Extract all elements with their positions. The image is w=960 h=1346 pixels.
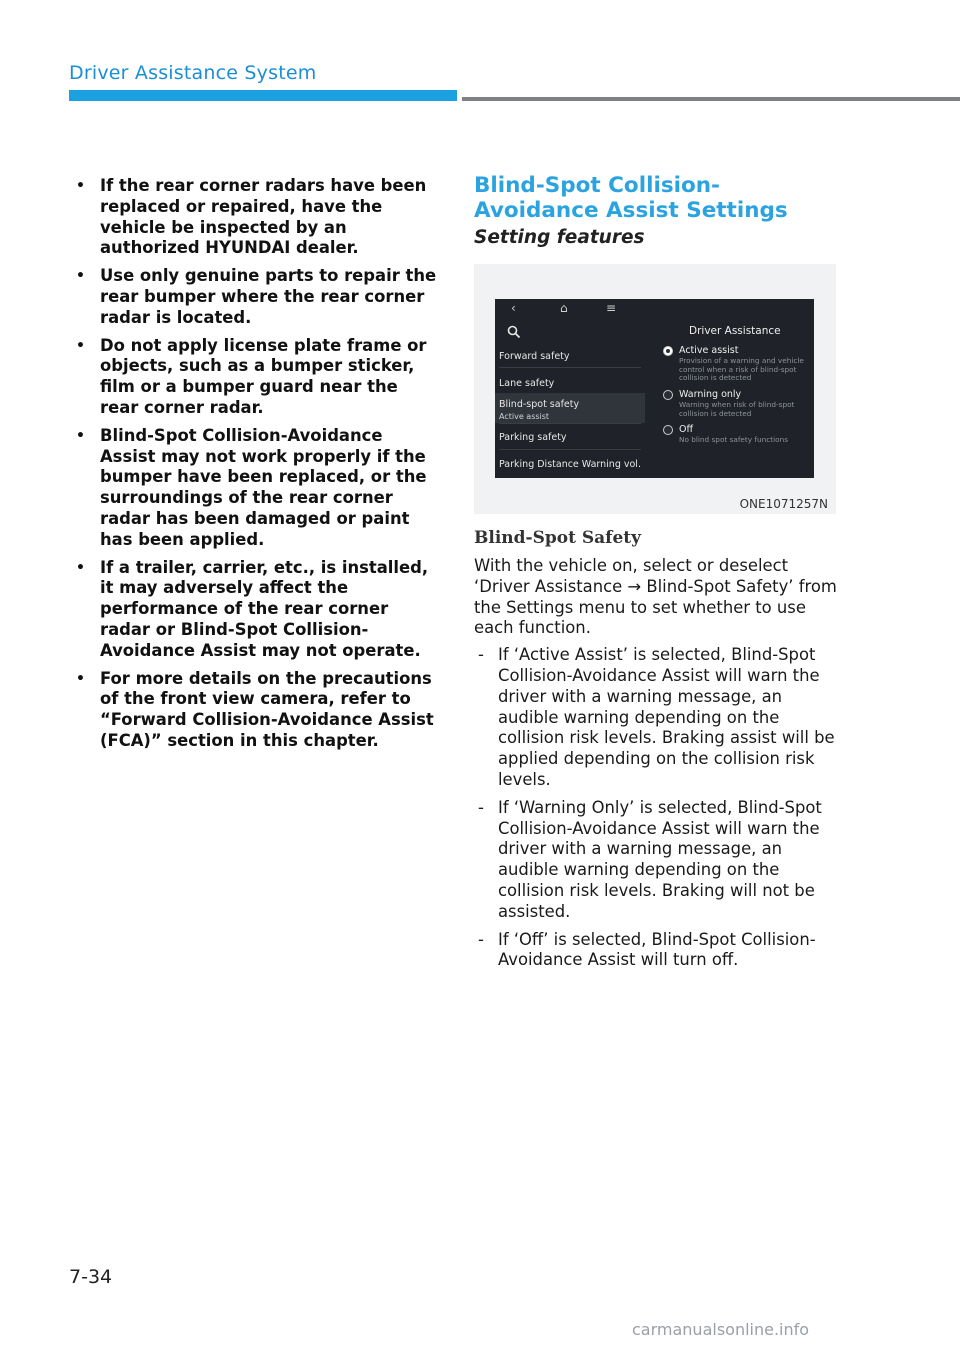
screen-nav-bar	[495, 299, 814, 317]
option-label: Active assist	[679, 345, 739, 356]
settings-figure	[474, 264, 836, 514]
divider	[499, 449, 641, 450]
list-item: • If the rear corner radars have been replaced or repaired, have the vehicle be inspected by an authorized HYUNDAI dealer.	[74, 176, 439, 259]
figure-code: ONE1071257N	[739, 497, 828, 511]
infotainment-screen	[495, 299, 814, 478]
list-item: • Blind-Spot Collision-Avoidance Assist may not work properly if the bumper have been replaced, or the surroundings of the rear corner radar has been damaged or paint has been applied.	[74, 426, 439, 551]
search-icon[interactable]	[507, 325, 521, 339]
blind-spot-safety-heading: Blind-Spot Safety	[474, 528, 642, 548]
menu-item-parking-safety[interactable]: Parking safety	[499, 432, 567, 443]
menu-item-sublabel: Active assist	[499, 412, 550, 421]
blind-spot-options-list	[474, 645, 838, 971]
radio-unselected-icon[interactable]	[663, 390, 673, 400]
running-header: Driver Assistance System	[69, 62, 317, 84]
list-item: • If a trailer, carrier, etc., is installed, it may adversely affect the performance of the rear corner radar or Blind-Spot Collision-Avoidance Assist may not operate.	[74, 558, 439, 662]
list-item: - If ‘Warning Only’ is selected, Blind-Spot Collision-Avoidance Assist will warn the driver with a warning message, an audible warning depending on the collision risk levels. Braking will not be assisted.	[474, 798, 838, 923]
page-number: 7-34	[69, 1266, 113, 1288]
precautions-column	[74, 176, 439, 759]
menu-item-parking-distance-warning[interactable]: Parking Distance Warning vol.	[499, 459, 641, 470]
list-item: - If ‘Off’ is selected, Blind-Spot Collision-Avoidance Assist will turn off.	[474, 930, 838, 972]
back-icon[interactable]: ‹	[511, 301, 516, 315]
list-item: • Use only genuine parts to repair the rear bumper where the rear corner radar is located.	[74, 266, 439, 328]
header-rule-accent	[69, 90, 457, 101]
home-icon[interactable]: ⌂	[560, 301, 568, 315]
watermark: carmanualsonline.info	[632, 1320, 810, 1339]
option-warning-only[interactable]	[663, 389, 813, 419]
divider	[499, 367, 641, 368]
menu-item-lane-safety[interactable]: Lane safety	[499, 378, 555, 389]
section-subtitle: Setting features	[474, 227, 645, 248]
list-item: - If ‘Active Assist’ is selected, Blind-Spot Collision-Avoidance Assist will warn the driver with a warning message, an audible warning depending on the collision risk levels. Braking assist will be applied depending on the collision risk levels.	[474, 645, 838, 791]
radio-selected-icon[interactable]	[663, 346, 673, 356]
option-off[interactable]	[663, 424, 813, 448]
settings-column	[474, 174, 838, 978]
option-description: Provision of a warning and vehicle control when a risk of blind-spot collision is detected	[679, 356, 804, 383]
menu-item-blind-spot-safety[interactable]	[499, 399, 641, 421]
screen-title: Driver Assistance	[689, 325, 781, 337]
divider	[499, 423, 641, 424]
option-active-assist[interactable]	[663, 345, 813, 383]
option-label: Warning only	[679, 389, 742, 400]
menu-item-label: Blind-spot safety	[499, 399, 580, 410]
list-item: • Do not apply license plate frame or objects, such as a bumper sticker, film or a bumper guard near the rear corner radar.	[74, 336, 439, 419]
blind-spot-body: With the vehicle on, select or deselect ‘Driver Assistance → Blind-Spot Safety’ from the Settings menu to set whether to use each function.	[474, 556, 837, 638]
precautions-list	[74, 176, 439, 752]
option-label: Off	[679, 424, 694, 435]
menu-item-forward-safety[interactable]: Forward safety	[499, 351, 570, 362]
section-title: Blind-Spot Collision-Avoidance Assist Settings	[474, 173, 788, 223]
header-rule-gray	[462, 97, 960, 101]
option-description: No blind spot safety functions	[679, 435, 789, 444]
list-item: • For more details on the precautions of the front view camera, refer to “Forward Collision-Avoidance Assist (FCA)” section in this chapter.	[74, 669, 439, 752]
radio-unselected-icon[interactable]	[663, 425, 673, 435]
option-description: Warning when risk of blind-spot collision is detected	[679, 400, 795, 418]
menu-icon[interactable]: ≡	[606, 301, 617, 315]
